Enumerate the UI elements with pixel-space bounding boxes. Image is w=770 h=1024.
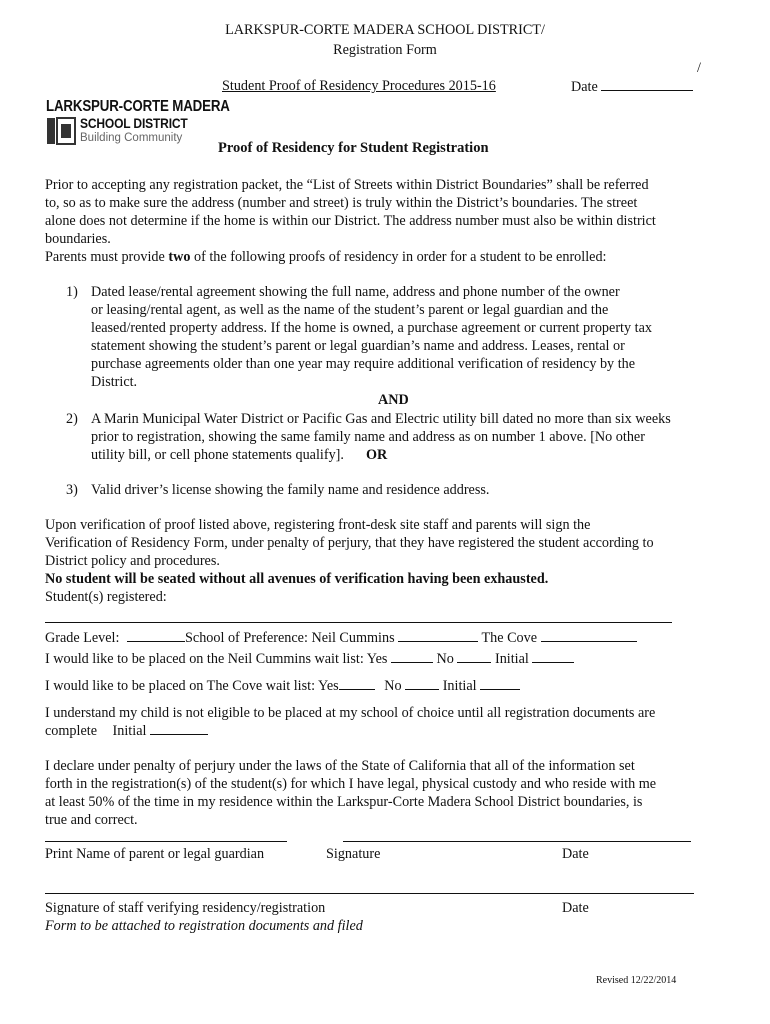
declaration-line: I declare under penalty of perjury under the laws of the State of California that all of the information set xyxy=(45,758,635,774)
neil-yes-field[interactable] xyxy=(391,650,433,663)
must-provide-line xyxy=(45,248,725,266)
attach-note: Form to be attached to registration documents and filed xyxy=(45,918,363,934)
the-cove-label: The Cove xyxy=(481,630,538,646)
parent-signature-field[interactable] xyxy=(343,841,691,842)
item-line: leased/rented property address. If the home is owned, a purchase agreement or current property tax xyxy=(91,320,652,336)
item-line: District. xyxy=(91,374,138,390)
verification-paragraph xyxy=(45,516,725,606)
neil-waitlist-row xyxy=(45,650,574,668)
declaration-line: forth in the registration(s) of the student(s) for which I have legal, physical custody and who reside with me xyxy=(45,776,657,792)
intro-paragraph xyxy=(45,176,725,266)
print-name-label: Print Name of parent or legal guardian xyxy=(45,846,265,862)
no-student-warning: No student will be seated without all avenues of verification having been exhausted. xyxy=(45,571,549,587)
staff-signature-field[interactable] xyxy=(45,893,694,894)
neil-no-label: No xyxy=(436,651,454,667)
item-line: purchase agreements older than one year may require additional verification of residency by the xyxy=(91,356,636,372)
neil-initial-label: Initial xyxy=(494,651,529,667)
neil-waitlist-label: I would like to be placed on the Neil Cummins wait list: Yes xyxy=(45,651,388,667)
intro-line: to, so as to make sure the address (number and street) is truly within the District’s boundaries. The street xyxy=(45,195,638,211)
verification-line: District policy and procedures. xyxy=(45,553,220,569)
header-date xyxy=(571,78,693,96)
students-registered-field[interactable] xyxy=(45,622,672,623)
procedures-title: Student Proof of Residency Procedures 2015-16 xyxy=(222,78,496,94)
item-number: 1) xyxy=(66,284,78,300)
logo-tagline: Building Community xyxy=(80,132,183,144)
declaration-line: at least 50% of the time in my residence within the Larkspur-Corte Madera School District boundaries, is xyxy=(45,794,643,810)
district-title: LARKSPUR-CORTE MADERA SCHOOL DISTRICT/ xyxy=(225,22,545,38)
item-number: 2) xyxy=(66,411,78,427)
item-line: Valid driver’s license showing the family name and residence address. xyxy=(91,482,490,498)
must-prefix: Parents must provide xyxy=(45,249,169,265)
item-line: prior to registration, showing the same family name and address as on number 1 above. [No other xyxy=(91,429,645,445)
neil-initial-field[interactable] xyxy=(532,650,574,663)
neil-cummins-field[interactable] xyxy=(398,629,478,642)
must-suffix: of the following proofs of residency in order for a student to be enrolled: xyxy=(190,249,607,265)
grade-level-label: Grade Level: xyxy=(45,630,120,646)
understand-initial-label: Initial xyxy=(112,723,147,739)
school-preference-label: School of Preference: Neil Cummins xyxy=(185,630,395,646)
item-line: statement showing the student’s parent or legal guardian’s name and address. Leases, rental or xyxy=(91,338,625,354)
understand-statement xyxy=(45,704,725,740)
signature-label: Signature xyxy=(326,846,381,862)
cove-waitlist-row xyxy=(45,677,520,695)
declaration-line: true and correct. xyxy=(45,812,138,828)
cove-yes-field[interactable] xyxy=(339,677,375,690)
section-heading: Proof of Residency for Student Registration xyxy=(218,140,489,156)
declaration-paragraph xyxy=(45,757,725,829)
logo-mark-icon xyxy=(46,117,76,145)
students-registered-label: Student(s) registered: xyxy=(45,589,167,605)
grade-school-row xyxy=(45,629,637,647)
header-slash: / xyxy=(697,60,701,76)
logo-line1: LARKSPUR-CORTE MADERA xyxy=(46,98,230,115)
cove-no-field[interactable] xyxy=(405,677,439,690)
logo-line2: SCHOOL DISTRICT xyxy=(80,115,188,131)
staff-signature-label: Signature of staff verifying residency/registration xyxy=(45,900,326,916)
cove-waitlist-label: I would like to be placed on The Cove wait list: Yes xyxy=(45,678,339,694)
item-line xyxy=(91,446,721,464)
parent-date-label: Date xyxy=(562,846,589,862)
date-field[interactable] xyxy=(601,78,693,91)
date-label: Date xyxy=(571,79,598,95)
item-line: Dated lease/rental agreement showing the full name, address and phone number of the owner xyxy=(91,284,620,300)
the-cove-field[interactable] xyxy=(541,629,637,642)
grade-level-field[interactable] xyxy=(127,629,185,642)
verification-line: Upon verification of proof listed above, registering front-desk site staff and parents will sign the xyxy=(45,517,591,533)
staff-date-label: Date xyxy=(562,900,589,916)
understand-line: I understand my child is not eligible to be placed at my school of choice until all registration documents are xyxy=(45,705,656,721)
intro-line: Prior to accepting any registration packet, the “List of Streets within District Boundaries” shall be referred xyxy=(45,177,649,193)
item-line-text: utility bill, or cell phone statements qualify]. xyxy=(91,447,344,463)
item-line: A Marin Municipal Water District or Pacific Gas and Electric utility bill dated no more than six weeks xyxy=(91,411,671,427)
and-label: AND xyxy=(378,392,409,408)
neil-no-field[interactable] xyxy=(457,650,491,663)
intro-line: boundaries. xyxy=(45,231,111,247)
understand-initial-field[interactable] xyxy=(150,722,208,735)
verification-line: Verification of Residency Form, under penalty of perjury, that they have registered the student according to xyxy=(45,535,654,551)
revised-date: Revised 12/22/2014 xyxy=(596,975,677,986)
form-title: Registration Form xyxy=(333,42,437,58)
item-line: or leasing/rental agent, as well as the name of the student’s parent or legal guardian and the xyxy=(91,302,609,318)
or-label: OR xyxy=(365,447,388,463)
item-number: 3) xyxy=(66,482,78,498)
intro-line: alone does not determine if the home is within our District. The address number must also be within district xyxy=(45,213,656,229)
complete-label: complete xyxy=(45,723,97,739)
cove-initial-field[interactable] xyxy=(480,677,520,690)
must-bold: two xyxy=(168,249,191,265)
cove-no-label: No xyxy=(384,678,402,694)
print-name-field[interactable] xyxy=(45,841,287,842)
cove-initial-label: Initial xyxy=(442,678,477,694)
understand-line-2 xyxy=(45,722,725,740)
